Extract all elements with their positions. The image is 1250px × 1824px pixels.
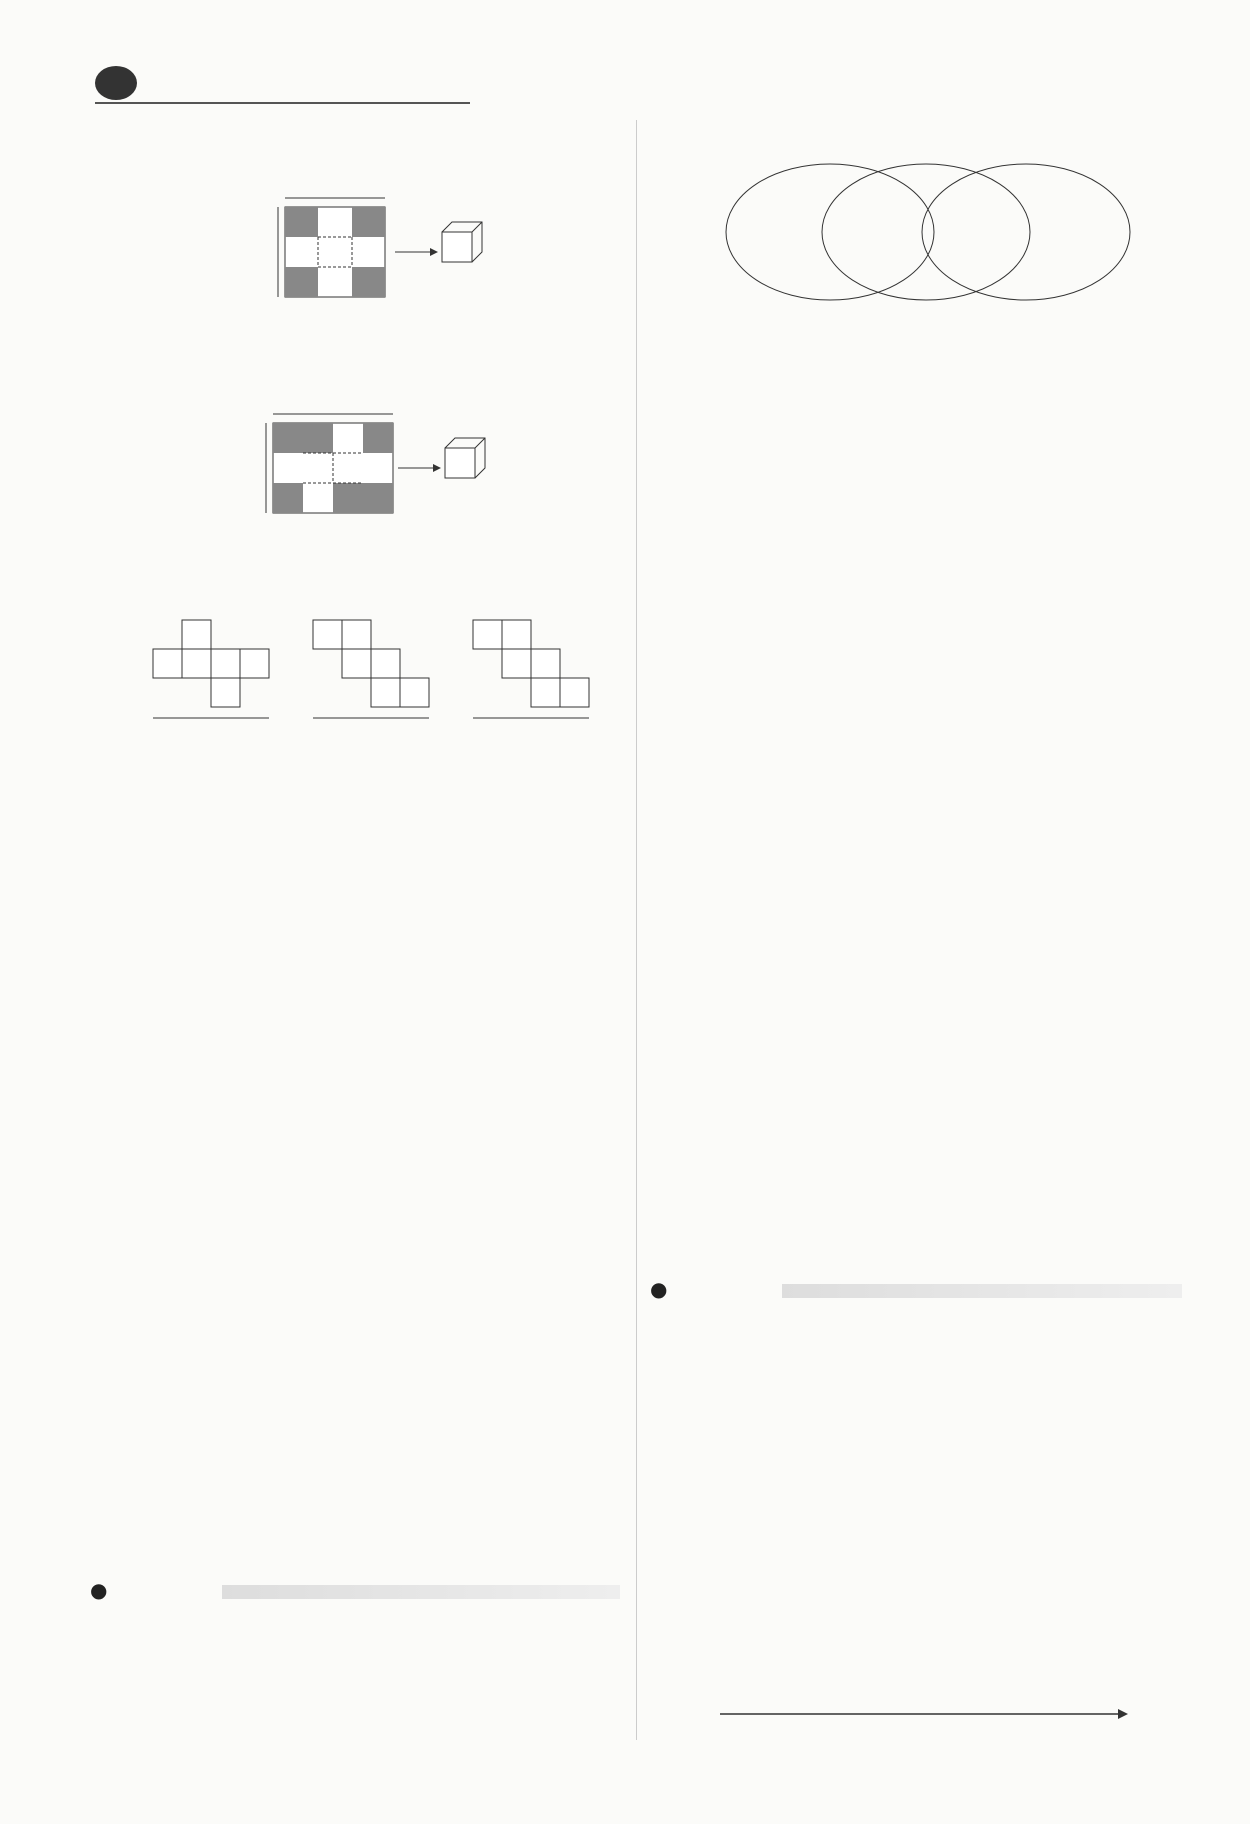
figure-1	[270, 192, 500, 304]
figure-2	[258, 408, 498, 520]
brand-logo	[95, 66, 137, 100]
left-feedback-bar	[222, 1585, 620, 1599]
net-2	[313, 620, 429, 707]
right-feedback-title	[650, 1277, 669, 1301]
column-divider	[636, 120, 637, 1740]
net-1	[153, 620, 269, 707]
venn-diagram	[718, 160, 1138, 330]
number-line	[720, 1672, 1130, 1762]
header-rule	[95, 102, 470, 104]
net-3	[473, 620, 589, 707]
right-feedback-bar	[782, 1284, 1182, 1298]
left-feedback-title	[90, 1578, 109, 1602]
figure-3	[150, 615, 600, 727]
